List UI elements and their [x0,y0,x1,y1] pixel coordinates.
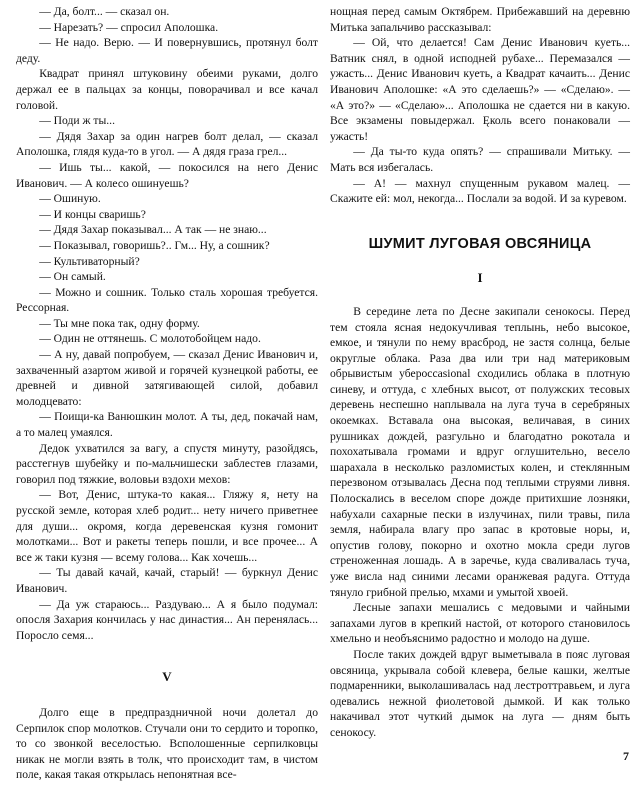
paragraph: — Поди ж ты... [39,114,115,128]
paragraph: — Дядя Захар показывал... А так — не знаю... [39,223,267,237]
paragraph: — А! — махнул спущенным рукавом малец. — Скажите ей: мол, некогда... Послали за водой. И за куревом. [330,176,630,206]
paragraph: — Нарезать? — спросил Аполошка. [39,20,219,34]
paragraph: — Ой, что делается! Сам Денис Иванович куеть... Ватник снял, в одной исподней рубахе... Перемазался — ужасть... Денис Иванович куеть, а Квадрат качаить... Денис Иванович Аполошке: «А это сделаешь?» — «Сделаю». — «А это?» — «Сделаю»... Аполошка не сдается ни в какую. Все экзамены повыдержал. Ęколь всего понаковали — ужасть! [330,36,630,143]
paragraph: — Да уж стараюсь... Раздуваю... А я было подумал: опосля Захария кончилась у нас династия... Ан перенялась... Поросло семя... [16,597,318,642]
right-column [330,4,630,741]
left-column [16,4,318,783]
paragraph: — А ну, давай попробуем, — сказал Денис Иванович и, захваченный азартом живой и горячей кузнецкой работы, ее древней и дивной затягивающей силой, добавил молодцевато: [16,348,318,408]
paragraph: — Он самый. [39,270,106,284]
paragraph: нощная перед самым Октябрем. Прибежавший на деревню Митька запальчиво рассказывал: [330,5,630,34]
paragraph: Лесные запахи мешались с медовыми и чайными запахами лугов в крепкий настой, от которого становилось хмельно и необъяснимо радостно и молодо на душе. [330,601,630,646]
chapter-heading: ШУМИТ ЛУГОВАЯ ОВСЯНИЦА [368,235,592,252]
paragraph: — Показывал, говоришь?.. Гм... Ну, а сошник? [39,238,270,252]
paragraph: — Поищи-ка Ванюшкин молот. А ты, дед, покачай нам, а то малец умаялся. [16,410,318,440]
paragraph: — Не надо. Верю. — И повернувшись, протянул болт деду. [16,36,318,65]
paragraph: — Культиваторный? [39,254,140,268]
page-number: 7 [623,749,629,763]
paragraph: Долго еще в предпраздничной ночи долетал до Серпилок спор молотков. Стучали они то сердито и торопко, то со звонкой веселостью. Всполошенные серпилковцы никак не могли взять в толк, что происходит там, в чистом поле, какая такая открылась непонятная все- [16,705,318,782]
paragraph: — И концы сваришь? [39,207,146,221]
section-numeral: I [477,270,483,286]
paragraph: В середине лета по Десне закипали сенокосы. Перед тем стояла ясная недокучливая теплынь, небо высокое, емкое, и тянули по нему врасброд, не застя солнца, белые округлые облака. Раза два или три над материковым обрывистым уберoccasional сходились облака в плотную синеву, и оттуда, с хлебных высот, от полужских тесовых деревень неспешно наплывала на луга туча в серебряных окоемках. Вставала она высокая, величавая, в синих рушниках дождей, разгульно и благодатно рокотала и похохатывала громами и вдруг оглушительно, весело шарахала в несколько разломистых колен, и стеклянным перезвоном отзывалась Десна под теплыми струями ливня. Полоскались в веселом споре дожде притихшие лозняки, набухали сахарные пески в излучинах, пили травы, пила земля, набирала влагу про запас в кротовые норы, и, опустив голову, покорно и охотно мокла среди лугов стреноженная лошадь. А в заречье, куда сваливалась туча, уже висла над синими лесами оранжевая радуга. Оттуда тянуло грибной прелью, мхами и умытой хвоей. [330,304,630,599]
section-numeral: V [162,669,172,685]
paragraph: Дедок ухватился за вагу, а спустя минуту, разойдясь, расстегнув шубейку и по-мальчишески заблестев глазами, говорил под тяжкие, воловьи вздохи мехов: [16,441,318,486]
paragraph: Квадрат принял штуковину обеими руками, долго держал ее в пальцах за концы, поворачивал и все качал головой. [16,67,318,112]
paragraph: — Ты давай качай, качай, старый! — буркнул Денис Иванович. [16,566,318,595]
paragraph: — Вот, Денис, штука-то какая... Гляжу я, нету на русской земле, которая хлеб родит... нету ничего приветнее для души... окромя, когда деревенская кузня гомонит молотками... Вот и ракеты теперь пошли, и все прочее... А все ж таки кузня — всему голова... Как хочешь... [16,488,318,564]
paragraph: — Один не оттянешь. С молотобойцем надо. [39,332,261,346]
paragraph: — Можно и сошник. Только сталь хорошая требуется. Рессорная. [16,285,318,315]
paragraph: — Ишь ты... какой, — покосился на него Денис Иванович. — А колесо ошинуешь? [16,160,318,190]
paragraph: — Да, болт... — сказал он. [39,5,170,18]
paragraph: — Ты мне пока так, одну форму. [39,316,200,330]
paragraph: — Дядя Захар за один нагрев болт делал, — сказал Аполошка, глядя куда-то в угол. — А дядя граза грел... [16,129,318,159]
paragraph: — Да ты-то куда опять? — спрашивали Митьку. — Мать вся избегалась. [330,145,630,174]
paragraph: — Ошиную. [39,192,101,206]
paragraph: После таких дождей вдруг выметывала в пояс луговая овсяница, укрывала собой клевера, белые кашки, желтые подмаренники, выколашивалась над лестроттравьем, и луга одевались нежной фиолетовой дымкой. И как только накачивал этот чуткий дымок на луга — дням быть сенокосу. [330,647,630,739]
